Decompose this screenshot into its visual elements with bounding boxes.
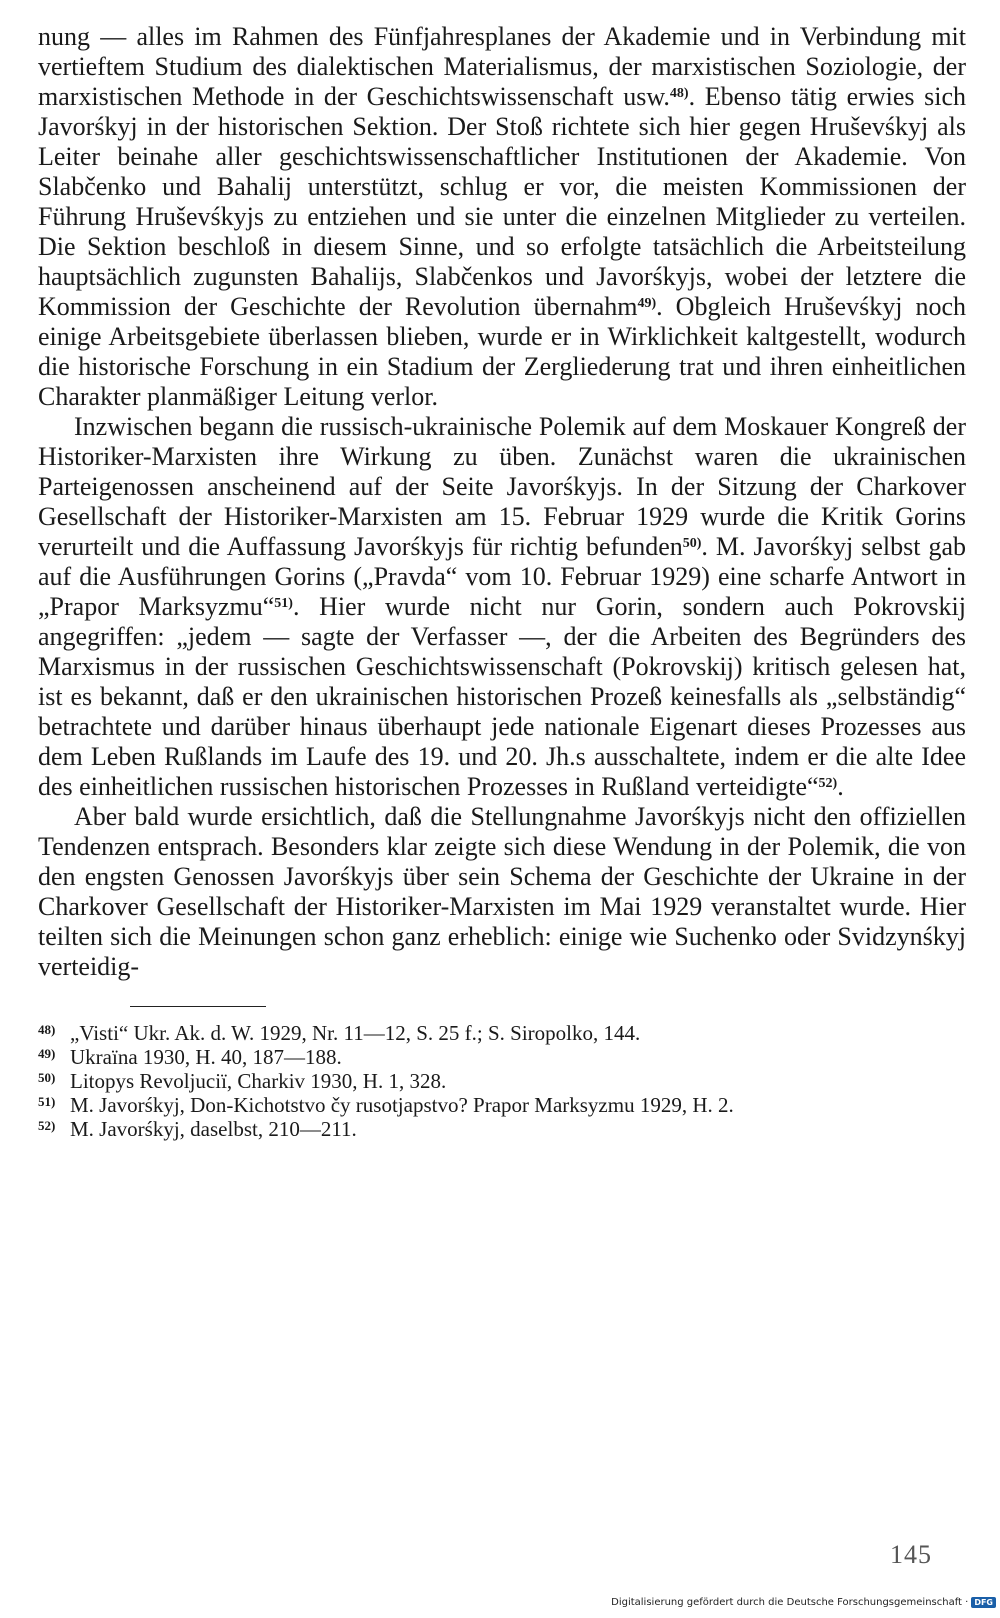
footnote: 48) „Visti“ Ukr. Ak. d. W. 1929, Nr. 11—12, S. 25 f.; S. Siropolko, 144. xyxy=(38,1021,641,1045)
document-page xyxy=(38,22,966,1141)
text-run: Inzwischen begann die russisch-ukrainische Polemik auf dem Moskauer Kongreß der Historiker-Marxisten ihre Wirkung zu üben. Zunächst waren die ukrainischen Parteigenossen anscheinend auf der Seite Javorśkyjs. In der Sitzung der Charkover Gesellschaft der Historiker-Marxisten am 15. Februar 1929 wurde die Kritik Gorins verurteilt und die Auffassung Javorśkyjs für richtig befunden xyxy=(38,412,966,561)
footnote-text: Litopys Revoljuciï, Charkiv 1930, H. 1, 328. xyxy=(70,1069,447,1093)
paragraph-p2 xyxy=(38,412,966,802)
body-text xyxy=(38,22,966,982)
text-run: nung — alles im Rahmen des Fünfjahresplanes der Akademie und in Verbindung mit vertieftem Studium des dialektischen Materialismus, der marxistischen Soziologie, der marxistischen Methode in der Geschichtswissenschaft usw. xyxy=(38,22,966,111)
page-number: 145 xyxy=(890,1540,932,1569)
text-run: . Ebenso tätig erwies sich Javorśkyj in der historischen Sektion. Der Stoß richtete sich hier gegen Hruševśkyj als Leiter beinahe aller geschichtswissenschaftlicher Institutionen der Akademie. Von Slabčenko und Bahalij unterstützt, schlug er vor, die meisten Kommissionen der Führung Hruševśkyjs zu entziehen und sie unter die einzelnen Mitglieder zu verteilen. Die Sektion beschloß in diesem Sinne, und so erfolgte tatsächlich die Arbeitsteilung hauptsächlich zugunsten Bahalijs, Slabčenkos und Javorśkyjs, wobei der letztere die Kommission der Geschichte der Revolution übernahm xyxy=(38,82,966,321)
footnote-text: „Visti“ Ukr. Ak. d. W. 1929, Nr. 11—12, S. 25 f.; S. Siropolko, 144. xyxy=(70,1021,641,1045)
footnote-rule xyxy=(130,1006,266,1007)
footnote-text: M. Javorśkyj, Don-Kichotstvo čy rusotjapstvo? Prapor Marksyzmu 1929, H. 2. xyxy=(70,1093,734,1117)
text-run: . Hier wurde nicht nur Gorin, sondern auch Pokrovskij angegriffen: „jedem — sagte der Verfasser —, der die Arbeiten des Begründers des Marxismus in der russischen Geschichtswissenschaft (Pokrovskij) kritisch gelesen hat, ist es bekannt, daß er den ukrainischen historischen Prozeß keinesfalls als „selbständig“ betrachtete und darüber hinaus überhaupt jede nationale Eigenart dieses Prozesses aus dem Leben Rußlands im Laufe des 19. und 20. Jh.s ausschaltete, indem er die alte Idee des einheitlichen russischen historischen Prozesses in Rußland verteidigte“ xyxy=(38,592,966,801)
digitization-credit xyxy=(611,1597,996,1608)
text-run: . M. Javorśkyj selbst gab auf die Ausführungen Gorins („Pravda“ vom 10. Februar 1929) eine scharfe Antwort in „Prapor Marksyzmu“ xyxy=(38,532,966,621)
footnote-text: Ukraïna 1930, H. 40, 187—188. xyxy=(70,1045,342,1069)
footnote-ref: 48) xyxy=(669,86,689,101)
footnote-ref: 52) xyxy=(818,776,838,791)
footnote-ref: 50) xyxy=(682,536,702,551)
footnote: 49) Ukraïna 1930, H. 40, 187—188. xyxy=(38,1045,342,1069)
text-run: . Obgleich Hruševśkyj noch einige Arbeitsgebiete überlassen blieben, wurde er in Wirklichkeit kaltgestellt, wodurch die historische Forschung in ein Stadium der Zergliederung trat und ihren einheitlichen Charakter planmäßiger Leitung verlor. xyxy=(38,292,967,411)
footnote: 51) M. Javorśkyj, Don-Kichotstvo čy rusotjapstvo? Prapor Marksyzmu 1929, H. 2. xyxy=(38,1093,734,1117)
text-run: Aber bald wurde ersichtlich, daß die Stellungnahme Javorśkyjs nicht den offiziellen Tendenzen entsprach. Besonders klar zeigte sich diese Wendung in der Polemik, die von den engsten Genossen Javorśkyjs über sein Schema der Geschichte der Ukraine in der Charkover Gesellschaft der Historiker-Marxisten im Mai 1929 veranstaltet wurde. Hier teilten sich die Meinungen schon ganz erheblich: einige wie Suchenko oder Svidzynśkyj verteidig- xyxy=(38,802,966,981)
footnote-ref: 51) xyxy=(274,596,293,611)
credit-text: Digitalisierung gefördert durch die Deutsche Forschungsgemeinschaft · xyxy=(611,1597,969,1608)
footnote: 52) M. Javorśkyj, daselbst, 210—211. xyxy=(38,1117,357,1141)
paragraph-p1 xyxy=(38,22,966,412)
footnote-text: M. Javorśkyj, daselbst, 210—211. xyxy=(70,1117,357,1141)
text-run: . xyxy=(837,772,844,801)
footnote: 50) Litopys Revoljuciï, Charkiv 1930, H. 1, 328. xyxy=(38,1069,447,1093)
dfg-logo: DFG xyxy=(971,1597,996,1608)
paragraph-p3 xyxy=(38,802,966,982)
footnotes xyxy=(38,1021,966,1141)
footnote-ref: 49) xyxy=(637,296,657,311)
